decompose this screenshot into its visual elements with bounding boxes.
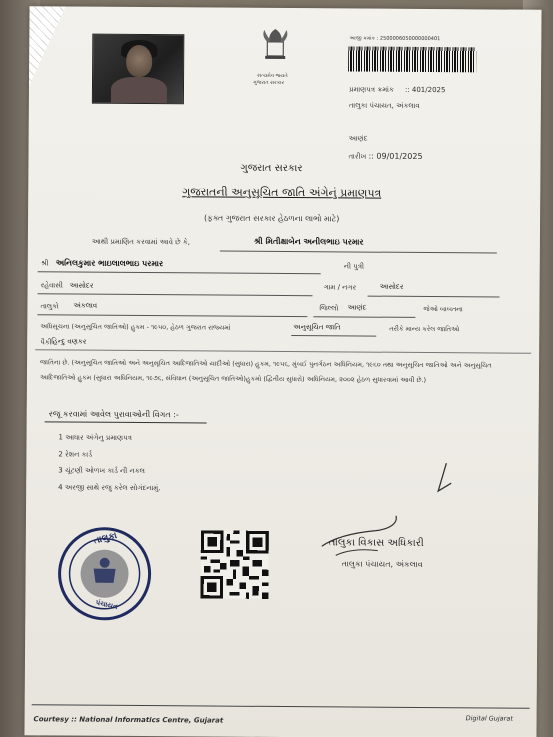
signature-office: તાલુકા પંચાયત, અંકલાવ xyxy=(341,559,423,569)
separator-line xyxy=(35,349,531,353)
certify-text: આથી પ્રમાણિત કરવામાં આવે છે કે, xyxy=(91,237,191,247)
government-title: ગુજરાત સરકાર xyxy=(240,162,303,175)
folded-corner xyxy=(29,6,66,86)
parent-name: અનિલકુમાર ભાઇલાલભાઇ પરમાર xyxy=(55,258,164,269)
belongs-text: જેઓ બાબતના xyxy=(423,304,463,314)
village-label: ગામ / નગર xyxy=(323,283,357,292)
office-line: તાલુકા પંચાયત, અંકલાવ xyxy=(348,101,420,110)
signature-title: તાલુકા વિકાસ અધિકારી xyxy=(328,537,424,549)
taluka-label: તાલુકો xyxy=(40,302,59,311)
certificate-sheet xyxy=(24,6,541,737)
village-value: આસોદર xyxy=(379,282,404,291)
residence-line xyxy=(38,293,313,296)
barcode-label: આજી ક્રમાંક : 2500006050000000401 xyxy=(349,35,441,43)
certificate-no: :: 401/2025 xyxy=(404,85,446,95)
district-line xyxy=(313,316,415,318)
certificate-title: ગુજરાતની અનુસૂચિત જાતિ અંગેનું પ્રમાણપત્ર xyxy=(182,185,382,200)
document-item-1: 1 આધાર અંગેનુ પ્રમાણપત્ર xyxy=(58,433,133,442)
notification-text: અધિસૂચના (અનુસૂચિત જાતિઓ) હુકમ - ૧૯૫૦, હેઠળ ગુજરાત રાજ્યમાં xyxy=(40,322,231,332)
parent-name-line xyxy=(38,271,321,274)
document-item-4: 4 અરજી સાથે રજુ કરેલ સોગંદનામું. xyxy=(58,483,161,493)
certificate-no-label: પ્રમાણપત્ર ક્રમાંક xyxy=(348,85,394,94)
emblem-caption-2: ગુજરાત સરકાર xyxy=(253,79,285,87)
seal-bottom-text: પંચાયત xyxy=(94,598,119,612)
footer-rule xyxy=(32,704,530,708)
place-label: આણંદ xyxy=(348,134,368,143)
state-emblem-icon xyxy=(253,26,297,78)
barcode xyxy=(348,46,476,72)
district-value: આણંદ xyxy=(347,303,367,312)
date-label: તારીખ xyxy=(348,152,367,161)
legal-paragraph: જાતિના છે. (અનુસૂચિત જાતિઓ અને અનુસૂચિત આદિજાતિઓ યાદીઓ (સુધારા) હુકમ, ૧૯૫૬, મુંબઈ પુનર્ગઠન અધિનિયમ, ૧૯૬૦ તથા અનુસૂચિત જાતિઓ અને અનુસૂચિત આદિજાતિઓ હુકમ (સુધારા અધિનિયમ, ૧૯૭૬, સંવિધાન (અનુસૂચિત જાતિઓ)હુકમો (દ્વિતીય સુધારો) અધિનિયમ, ૨૦૦૨ હેઠળ સુધારવામાં આવી છે.) xyxy=(39,358,492,384)
documents-heading-underline xyxy=(45,421,207,423)
footer-courtesy: Courtesy :: National Informatics Centre, Gujarat xyxy=(33,715,224,725)
caste-prefix: પૈકી xyxy=(40,338,52,347)
taluka-line xyxy=(37,314,307,317)
caste-name: હિન્દુ વણકર xyxy=(51,337,87,346)
document-item-3: 3 ચૂંટણી ઓળખ કાર્ડ ની નકલ xyxy=(58,466,145,476)
documents-heading: રજૂ કરવામાં આવેલ પુરાવાઓની વિગત :- xyxy=(48,409,179,420)
applicant-name: શ્રી મિતીક્ષાબેન અનીલભાઇ પરમાર xyxy=(253,236,364,247)
taluka-value: અંકલાવ xyxy=(73,301,98,310)
village-line xyxy=(368,296,500,298)
footer-digital-gujarat: Digital Gujarat xyxy=(465,714,513,723)
document-item-2: 2 રેશન કાર્ડ xyxy=(58,450,93,459)
caste-category-line xyxy=(291,335,376,337)
certificate-subtitle: (ફક્ત ગુજરાત સરકાર હેઠળના લાભો માટે) xyxy=(204,213,340,224)
applicant-photo xyxy=(92,34,184,105)
date-value: :: 09/01/2025 xyxy=(368,151,423,161)
applicant-name-line xyxy=(220,251,497,254)
caste-declared: તરીકે માન્ય કરેલ જાતિઓ xyxy=(389,324,460,334)
residence-value: આસોદર xyxy=(69,281,94,290)
shri-prefix: શ્રી xyxy=(40,259,49,268)
emblem-caption-1: સત્યમેવ જયતે xyxy=(257,72,288,80)
qr-code xyxy=(200,529,268,599)
residence-label: રહેવાસી xyxy=(40,281,63,290)
district-label: જિલ્લો xyxy=(319,304,339,313)
caste-category: અનુસૂચિત જાતિ xyxy=(293,323,341,332)
seal-top-text: તાલુકા xyxy=(92,530,119,547)
relation-text: ની પુત્રી xyxy=(343,262,365,271)
